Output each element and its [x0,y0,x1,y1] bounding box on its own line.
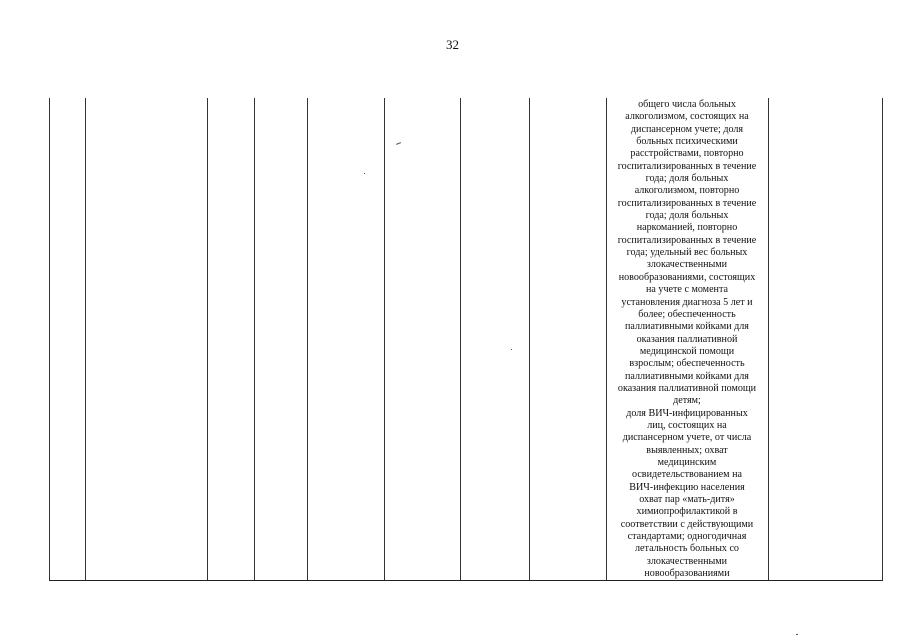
table-bottom-border [49,580,883,581]
cell-text-line: новообразованиями, состоящих [618,271,756,283]
cell-text-line: стандартами; одногодичная [627,531,747,543]
column-border [529,98,530,581]
column-border [460,98,461,581]
cell-text-line: наркоманией, повторно [636,222,738,234]
page-number: 32 [446,37,459,52]
column-border [85,98,86,581]
column-border [307,98,308,581]
cell-text-line: злокачественными [646,259,728,271]
cell-text-line: больных психическими [636,136,738,148]
cell-text-line: года; доля больных [645,210,729,222]
cell-text-line: алкоголизмом, повторно [634,185,740,197]
cell-text-line: установления диагноза 5 лет и [621,296,753,308]
cell-text-line: лиц, состоящих на [647,419,727,431]
cell-text-line: госпитализированных в течение [617,234,757,246]
cell-text-line: новообразованиями [644,568,730,580]
cell-text-line: соответствии с действующими [620,518,754,530]
cell-text-line: злокачественными [646,555,728,567]
cell-text-line: оказания паллиативной помощи [617,382,757,394]
cell-text-line: на учете с момента [646,284,728,296]
cell-text-line: выявленных; охват [646,444,728,456]
cell-text-line: детям; [673,395,701,407]
cell-text-line: года; доля больных [645,173,729,185]
cell-text-line: алкоголизмом, состоящих на [625,111,749,123]
table [49,98,883,581]
column-border [207,98,208,581]
indicator-cell-text [607,99,767,580]
cell-text-line: летальность больных со [635,543,739,555]
cell-text-line: взрослым; обеспеченность [629,358,745,370]
column-border [254,98,255,581]
cell-text-line: более; обеспеченность [638,308,736,320]
cell-text-line: общего числа больных [638,99,736,110]
cell-text-line: расстройствами, повторно [630,148,744,160]
cell-text-line: ВИЧ-инфекцию населения [629,481,745,493]
cell-text-line: химиопрофилактикой в [636,506,738,518]
column-border [882,98,883,581]
cell-text-line: госпитализированных в течение [617,197,757,209]
cell-text-line: паллиативными койками для [625,321,749,333]
scan-speck [511,349,512,350]
cell-text-line: диспансерном учете, от числа [622,432,752,444]
column-border [384,98,385,581]
cell-text-line: диспансерном учете; доля [630,123,744,135]
cell-text-line: медицинской помощи [639,345,735,357]
cell-text-line: паллиативными койками для [625,370,749,382]
cell-text-line: госпитализированных в течение [617,160,757,172]
cell-text-line: оказания паллиативной [636,333,738,345]
cell-text-line: года; удельный вес больных [626,247,748,259]
cell-text-line: охват пар «мать-дитя» [639,494,735,505]
cell-text-line: освидетельствованием на [632,469,742,481]
cell-text-line: доля ВИЧ-инфицированных [626,407,748,419]
column-border [768,98,769,581]
scan-speck [364,173,365,174]
scan-speck [796,634,798,635]
cell-text-line: медицинским [657,456,717,468]
column-border [49,98,50,581]
